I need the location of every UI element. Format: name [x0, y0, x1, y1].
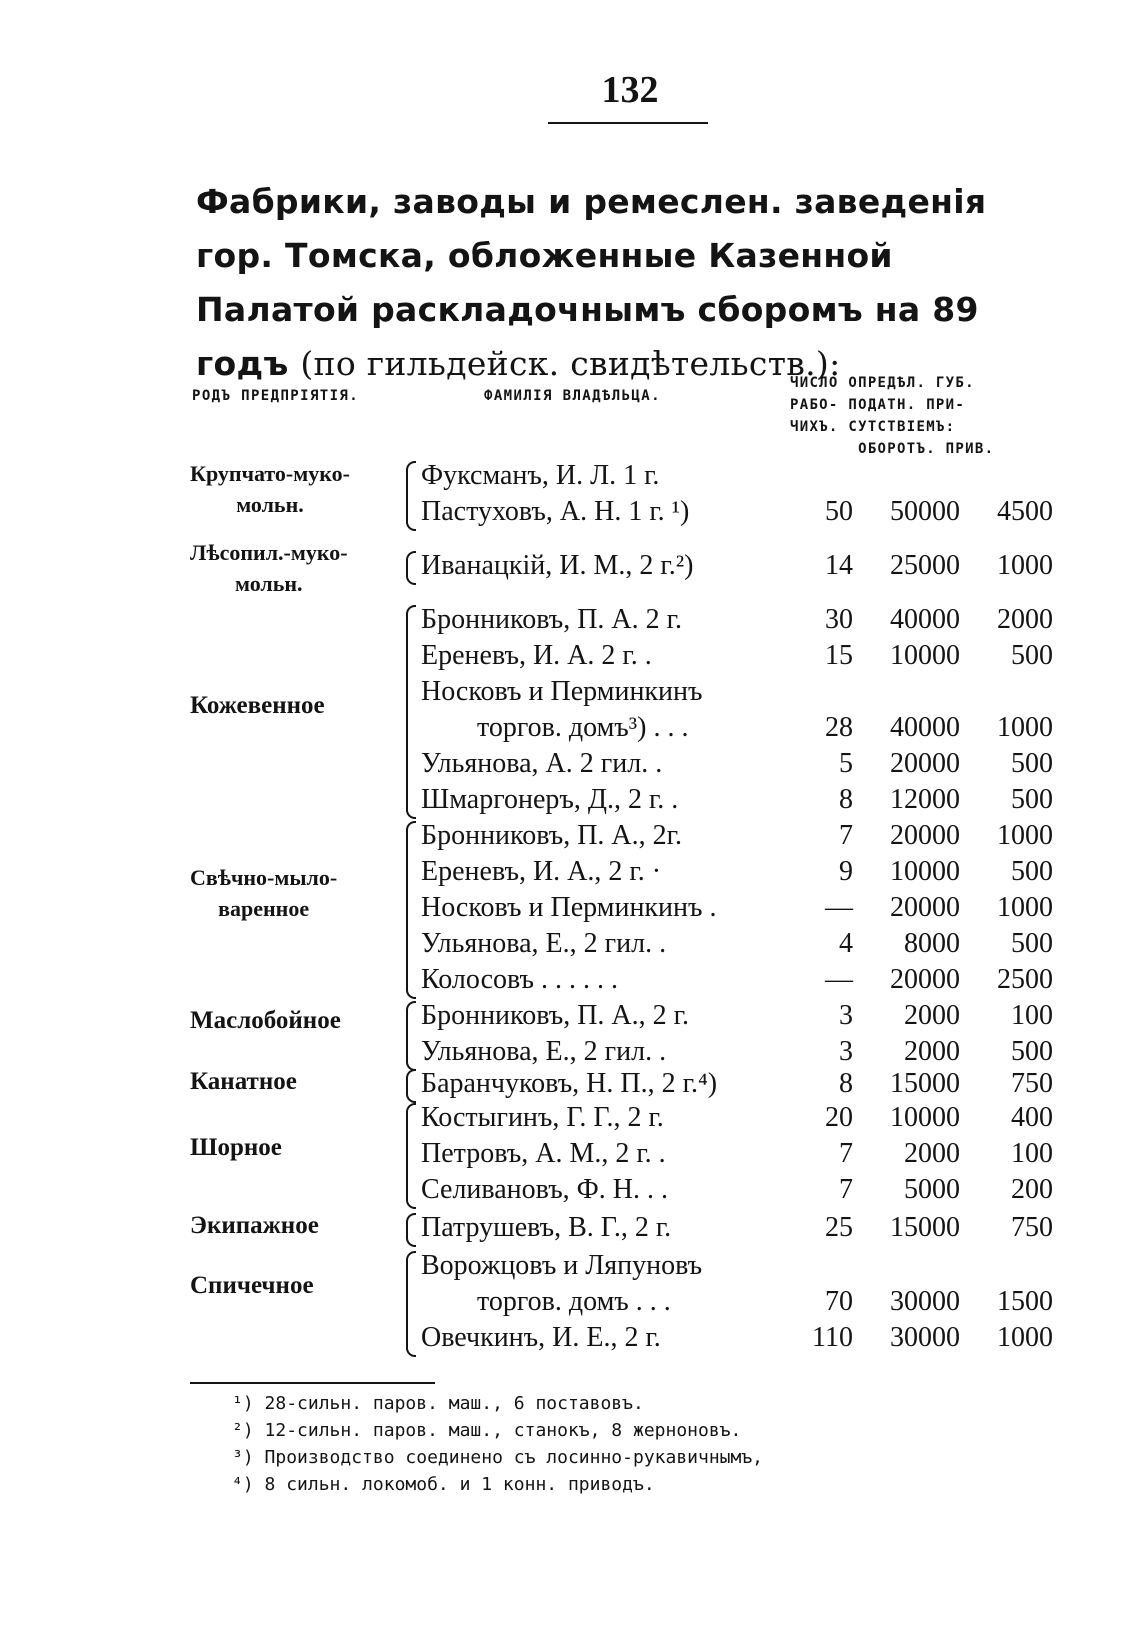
- workers-count: 110: [812, 1322, 853, 1353]
- footnote-mark: ²): [232, 1420, 254, 1441]
- footnote-mark: ⁴): [232, 1474, 254, 1495]
- table-row: [421, 1172, 1053, 1208]
- turnover-value: 50000: [890, 496, 960, 527]
- footnote-rule: [190, 1382, 435, 1384]
- table-row: [421, 818, 1053, 854]
- workers-count: 7: [839, 1174, 853, 1205]
- owner-name: Колосовъ . . . . . .: [421, 964, 619, 995]
- owner-name: торгов. домъ . . .: [477, 1286, 671, 1317]
- owner-name: Овечкинъ, И. Е., 2 г.: [421, 1322, 661, 1353]
- table-row: [421, 458, 1053, 494]
- fee-value: 1000: [997, 712, 1053, 743]
- title-sub: (по гильдейск. свидѣтельств.):: [300, 344, 841, 383]
- turnover-value: 5000: [904, 1174, 960, 1205]
- group-brace: [406, 1001, 416, 1071]
- header-category: РОДЪ ПРЕДПРІЯТІЯ.: [192, 388, 360, 404]
- owner-name: Ереневъ, И. А. 2 г. .: [421, 640, 652, 671]
- category-label: Канатное: [190, 1068, 297, 1095]
- fee-value: 500: [1011, 856, 1053, 887]
- owner-name: Ульянова, Е., 2 гил. .: [421, 928, 667, 959]
- turnover-value: 10000: [890, 856, 960, 887]
- category-label: Шорное: [190, 1134, 282, 1161]
- fee-value: 750: [1011, 1068, 1053, 1099]
- owner-name: Патрушевъ, В. Г., 2 г.: [421, 1212, 672, 1243]
- table-row: [421, 1034, 1053, 1070]
- fee-value: 500: [1011, 640, 1053, 671]
- workers-count: 15: [825, 640, 853, 671]
- owner-name: Ереневъ, И. А., 2 г. ·: [421, 856, 662, 887]
- owner-name: Баранчуковъ, Н. П., 2 г.⁴): [421, 1068, 718, 1099]
- workers-count: 3: [839, 1000, 853, 1031]
- fee-value: 1500: [997, 1286, 1053, 1317]
- turnover-value: 2000: [904, 1000, 960, 1031]
- category-label: Лѣсопил.-муко- мольн.: [190, 540, 348, 596]
- table-row: [421, 1248, 1053, 1284]
- fee-value: 500: [1011, 928, 1053, 959]
- owner-name: Бронниковъ, П. А. 2 г.: [421, 604, 682, 635]
- footnotes: [232, 1390, 763, 1498]
- group-brace: [406, 605, 416, 819]
- workers-count: —: [825, 892, 853, 923]
- turnover-value: 10000: [890, 640, 960, 671]
- group-brace: [406, 1251, 416, 1357]
- workers-count: 7: [839, 820, 853, 851]
- footnote: [232, 1471, 763, 1498]
- workers-count: 50: [825, 496, 853, 527]
- owner-name: Петровъ, А. М., 2 г. .: [421, 1138, 666, 1169]
- footnote-mark: ³): [232, 1447, 254, 1468]
- category-label: Маслобойное: [190, 1007, 341, 1034]
- fee-value: 1000: [997, 820, 1053, 851]
- footnote: [232, 1444, 763, 1471]
- table-row: [421, 782, 1053, 818]
- turnover-value: 8000: [904, 928, 960, 959]
- category-label: Кожевенное: [190, 692, 325, 719]
- category-label: Экипажное: [190, 1212, 319, 1239]
- workers-count: 3: [839, 1036, 853, 1067]
- title-main: Фабрики, заводы и ремеслен. заведенія гор. Томска, обложенные Казенной Палатой раскладочнымъ сборомъ на 89 годъ: [196, 182, 987, 383]
- table-row: [421, 1210, 1053, 1246]
- workers-count: 14: [825, 550, 853, 581]
- table-row: [421, 926, 1053, 962]
- owner-name: Ульянова, Е., 2 гил. .: [421, 1036, 667, 1067]
- footnote: [232, 1390, 763, 1417]
- footnote-text: Производство соединено съ лосинно-рукавичнымъ,: [253, 1447, 764, 1468]
- table-row: [421, 1284, 1053, 1320]
- group-brace: [406, 551, 416, 585]
- group-brace: [406, 461, 416, 531]
- turnover-value: 20000: [890, 892, 960, 923]
- table-row: [421, 854, 1053, 890]
- owner-name: Костыгинъ, Г. Г., 2 г.: [421, 1102, 664, 1133]
- workers-count: 7: [839, 1138, 853, 1169]
- table-row: [421, 746, 1053, 782]
- fee-value: 200: [1011, 1174, 1053, 1205]
- category-label: Спичечное: [190, 1272, 314, 1299]
- table-row: [421, 638, 1053, 674]
- group-brace: [406, 1213, 416, 1247]
- turnover-value: 2000: [904, 1138, 960, 1169]
- fee-value: 100: [1011, 1138, 1053, 1169]
- turnover-value: 20000: [890, 964, 960, 995]
- fee-value: 2500: [997, 964, 1053, 995]
- owner-name: Иванацкій, И. М., 2 г.²): [421, 550, 694, 581]
- owner-name: Селивановъ, Ф. Н. . .: [421, 1174, 669, 1205]
- table-row: [421, 962, 1053, 998]
- workers-count: 5: [839, 748, 853, 779]
- turnover-value: 15000: [890, 1068, 960, 1099]
- workers-count: 9: [839, 856, 853, 887]
- owner-name: Шмаргонеръ, Д., 2 г. .: [421, 784, 679, 815]
- fee-value: 500: [1011, 1036, 1053, 1067]
- footnote-mark: ¹): [232, 1393, 254, 1414]
- owner-name: Бронниковъ, П. А., 2 г.: [421, 1000, 689, 1031]
- group-brace: [406, 821, 416, 999]
- owner-name: Ульянова, А. 2 гил. .: [421, 748, 663, 779]
- fee-value: 1000: [997, 1322, 1053, 1353]
- workers-count: 20: [825, 1102, 853, 1133]
- header-owner: ФАМИЛІЯ ВЛАДѢЛЬЦА.: [484, 388, 661, 404]
- owner-name: Пастуховъ, А. Н. 1 г. ¹): [421, 496, 690, 527]
- table-row: [421, 1100, 1053, 1136]
- table-row: [421, 1136, 1053, 1172]
- table-row: [421, 710, 1053, 746]
- owner-name: торгов. домъ³) . . .: [477, 712, 689, 743]
- fee-value: 500: [1011, 748, 1053, 779]
- group-brace: [406, 1103, 416, 1209]
- category-label: Крупчато-муко- мольн.: [190, 461, 350, 517]
- footnote: [232, 1417, 763, 1444]
- fee-value: 4500: [997, 496, 1053, 527]
- turnover-value: 40000: [890, 604, 960, 635]
- owner-name: Бронниковъ, П. А., 2г.: [421, 820, 682, 851]
- fee-value: 2000: [997, 604, 1053, 635]
- table-row: [421, 494, 1053, 530]
- workers-count: 8: [839, 784, 853, 815]
- turnover-value: 40000: [890, 712, 960, 743]
- table-row: [421, 674, 1053, 710]
- footnote-text: 28-сильн. паров. маш., 6 поставовъ.: [253, 1393, 644, 1414]
- owner-name: Носковъ и Перминкинъ: [421, 676, 703, 707]
- turnover-value: 12000: [890, 784, 960, 815]
- workers-count: 8: [839, 1068, 853, 1099]
- turnover-value: 2000: [904, 1036, 960, 1067]
- fee-value: 1000: [997, 550, 1053, 581]
- turnover-value: 30000: [890, 1286, 960, 1317]
- footnote-text: 8 сильн. локомоб. и 1 конн. приводъ.: [253, 1474, 655, 1495]
- fee-value: 100: [1011, 1000, 1053, 1031]
- table-row: [421, 998, 1053, 1034]
- owner-name: Фуксманъ, И. Л. 1 г.: [421, 460, 660, 491]
- workers-count: 30: [825, 604, 853, 635]
- table-row: [421, 602, 1053, 638]
- group-brace: [406, 1069, 416, 1103]
- page-number: 132: [601, 69, 659, 111]
- turnover-value: 15000: [890, 1212, 960, 1243]
- table-row: [421, 890, 1053, 926]
- workers-count: 25: [825, 1212, 853, 1243]
- workers-count: 70: [825, 1286, 853, 1317]
- owner-name: Ворожцовъ и Ляпуновъ: [421, 1250, 703, 1281]
- turnover-value: 10000: [890, 1102, 960, 1133]
- fee-value: 750: [1011, 1212, 1053, 1243]
- workers-count: —: [825, 964, 853, 995]
- turnover-value: 30000: [890, 1322, 960, 1353]
- turnover-value: 20000: [890, 748, 960, 779]
- table-row: [421, 1066, 1053, 1102]
- footnote-text: 12-сильн. паров. маш., станокъ, 8 жерноновъ.: [253, 1420, 742, 1441]
- table-row: [421, 1320, 1053, 1356]
- turnover-value: 20000: [890, 820, 960, 851]
- fee-value: 400: [1011, 1102, 1053, 1133]
- turnover-value: 25000: [890, 550, 960, 581]
- table-row: [421, 548, 1053, 584]
- header-numeric-columns: ЧИСЛО ОПРЕДѢЛ. ГУБ. РАБО- ПОДАТН. ПРИ- ЧИХЪ. СУТСТВІЕМЪ: ОБОРОТЪ. ПРИВ.: [790, 375, 995, 457]
- fee-value: 500: [1011, 784, 1053, 815]
- workers-count: 4: [839, 928, 853, 959]
- fee-value: 1000: [997, 892, 1053, 923]
- workers-count: 28: [825, 712, 853, 743]
- owner-name: Носковъ и Перминкинъ .: [421, 892, 717, 923]
- category-label: Свѣчно-мыло- варенное: [190, 865, 338, 921]
